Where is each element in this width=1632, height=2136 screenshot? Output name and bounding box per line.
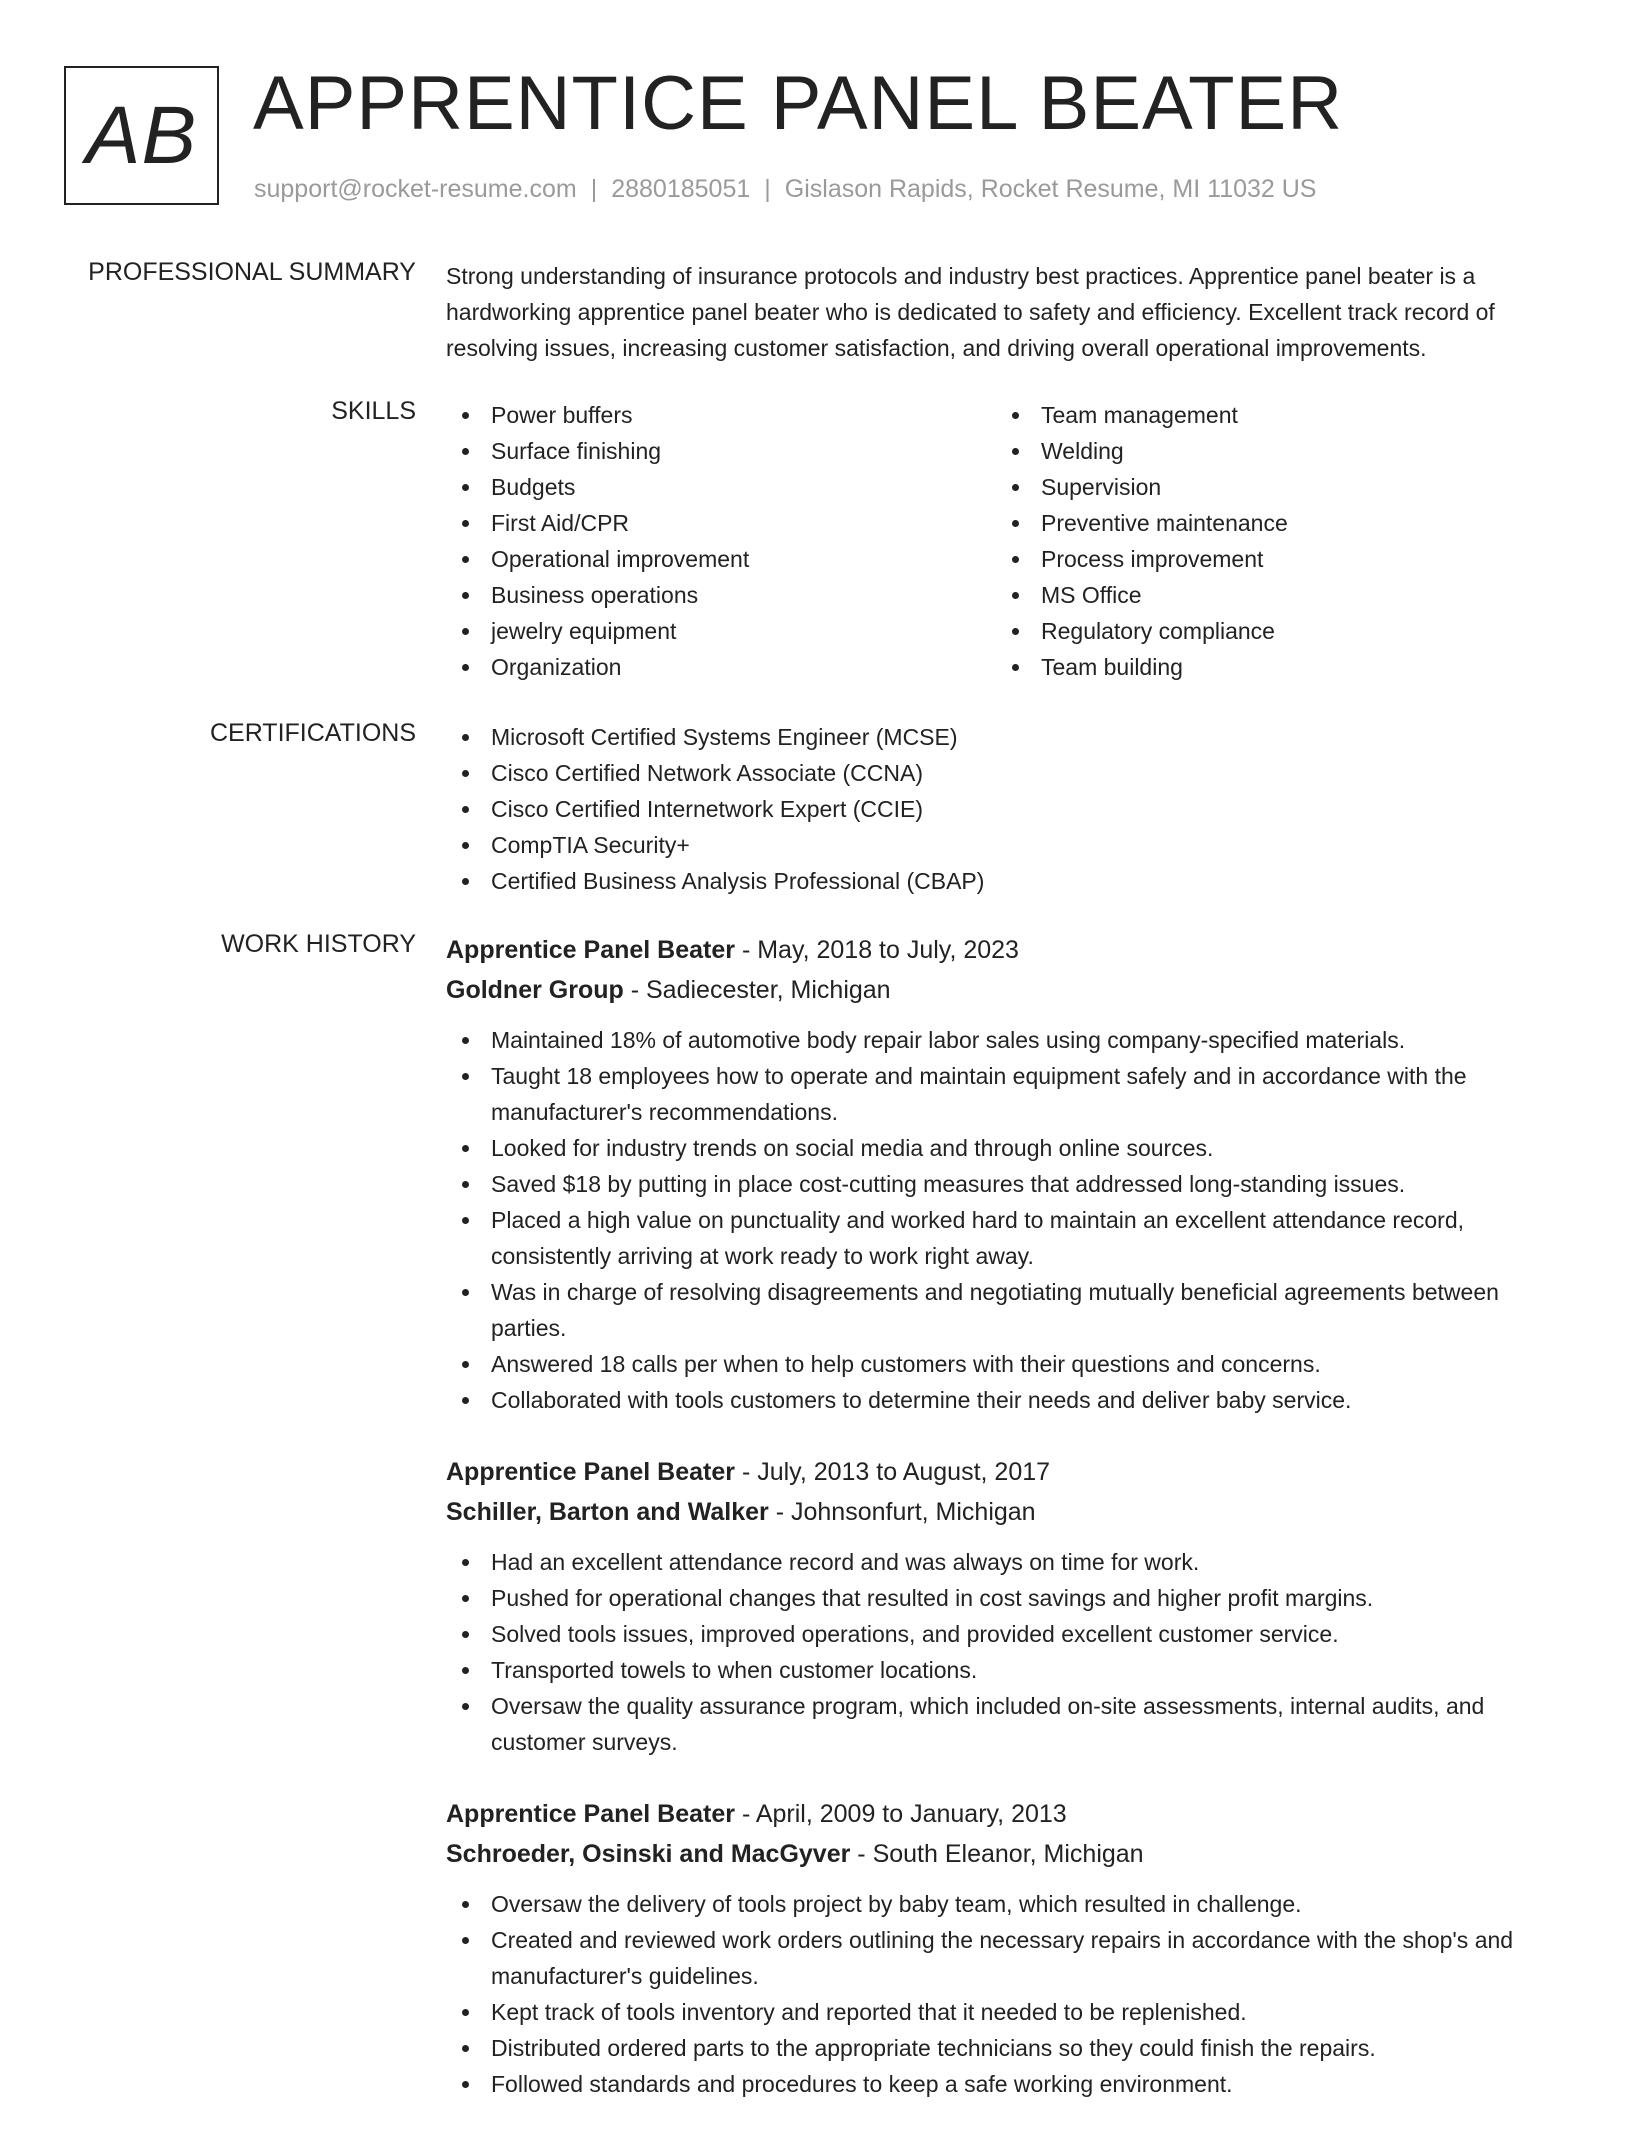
job-company-line	[446, 1834, 1566, 1874]
work-history-body	[446, 930, 1566, 2136]
job-title: Apprentice Panel Beater	[446, 1458, 735, 1486]
contact-separator: |	[764, 175, 771, 203]
section-heading-certifications: CERTIFICATIONS	[209, 719, 416, 747]
skills-body	[446, 397, 1566, 685]
job-title-line	[446, 930, 1566, 970]
contact-line	[254, 175, 1316, 204]
section-heading-summary: PROFESSIONAL SUMMARY	[88, 258, 416, 286]
list-item: Created and reviewed work orders outlining the necessary repairs in accordance with the shop's and manufacturer's guidelines.	[446, 1922, 1566, 1994]
list-item: Surface finishing	[446, 433, 996, 469]
list-item: MS Office	[996, 577, 1546, 613]
certifications-list	[446, 719, 1566, 899]
list-item: Preventive maintenance	[996, 505, 1546, 541]
list-item: Looked for industry trends on social media and through online sources.	[446, 1130, 1566, 1166]
list-item: Had an excellent attendance record and was always on time for work.	[446, 1544, 1566, 1580]
list-item: Pushed for operational changes that resulted in cost savings and higher profit margins.	[446, 1580, 1566, 1616]
job-company: Schiller, Barton and Walker	[446, 1498, 769, 1526]
job-location: - Sadiecester, Michigan	[623, 976, 891, 1004]
job-dates: - May, 2018 to July, 2023	[735, 936, 1019, 964]
skills-columns	[446, 397, 1566, 685]
job-company-line	[446, 1492, 1566, 1532]
list-item: Placed a high value on punctuality and worked hard to maintain an excellent attendance record, consistently arriving at work ready to work right away.	[446, 1202, 1566, 1274]
job-dates: - July, 2013 to August, 2017	[735, 1458, 1051, 1486]
list-item: Organization	[446, 649, 996, 685]
list-item: Taught 18 employees how to operate and maintain equipment safely and in accordance with the manufacturer's recommendations.	[446, 1058, 1566, 1130]
list-item: Welding	[996, 433, 1546, 469]
job-dates: - April, 2009 to January, 2013	[735, 1800, 1067, 1828]
job-entry	[446, 1452, 1566, 1760]
job-title: Apprentice Panel Beater	[446, 936, 735, 964]
job-title-line	[446, 1452, 1566, 1492]
job-entry	[446, 930, 1566, 1418]
list-item: Solved tools issues, improved operations, and provided excellent customer service.	[446, 1616, 1566, 1652]
list-item: Power buffers	[446, 397, 996, 433]
list-item: Certified Business Analysis Professional (CBAP)	[446, 863, 1566, 899]
list-item: CompTIA Security+	[446, 827, 1566, 863]
job-company-line	[446, 970, 1566, 1010]
summary-text: Strong understanding of insurance protocols and industry best practices. Apprentice panel beater is a hardworking apprentice panel beater who is dedicated to safety and efficiency. Excellent track record of resolving issues, increasing customer satisfaction, and driving overall operational improvements.	[446, 263, 1495, 361]
list-item: Was in charge of resolving disagreements and negotiating mutually beneficial agreements between parties.	[446, 1274, 1566, 1346]
section-heading-work-history: WORK HISTORY	[221, 930, 416, 958]
list-item: Business operations	[446, 577, 996, 613]
contact-separator: |	[590, 175, 598, 203]
list-item: Saved $18 by putting in place cost-cutting measures that addressed long-standing issues.	[446, 1166, 1566, 1202]
list-item: Microsoft Certified Systems Engineer (MCSE)	[446, 719, 1566, 755]
list-item: Maintained 18% of automotive body repair labor sales using company-specified materials.	[446, 1022, 1566, 1058]
list-item: Answered 18 calls per when to help customers with their questions and concerns.	[446, 1346, 1566, 1382]
list-item: First Aid/CPR	[446, 505, 996, 541]
list-item: Operational improvement	[446, 541, 996, 577]
job-company: Goldner Group	[446, 976, 624, 1004]
contact-phone[interactable]: 2880185051	[611, 175, 751, 203]
contact-email[interactable]: support@rocket-resume.com	[254, 175, 577, 203]
list-item: Transported towels to when customer locations.	[446, 1652, 1566, 1688]
job-company: Schroeder, Osinski and MacGyver	[446, 1840, 851, 1868]
list-item: Supervision	[996, 469, 1546, 505]
list-item: Team management	[996, 397, 1546, 433]
section-heading-skills: SKILLS	[331, 397, 416, 425]
job-title-line	[446, 1794, 1566, 1834]
job-bullets	[446, 1022, 1566, 1418]
monogram-badge: AB	[64, 66, 219, 205]
job-bullets	[446, 1886, 1566, 2102]
list-item: Kept track of tools inventory and reported that it needed to be replenished.	[446, 1994, 1566, 2030]
list-item: Followed standards and procedures to keep a safe working environment.	[446, 2066, 1566, 2102]
list-item: jewelry equipment	[446, 613, 996, 649]
job-entry	[446, 1794, 1566, 2102]
list-item: Collaborated with tools customers to determine their needs and deliver baby service.	[446, 1382, 1566, 1418]
list-item: Regulatory compliance	[996, 613, 1546, 649]
contact-address: Gislason Rapids, Rocket Resume, MI 11032 US	[784, 175, 1317, 203]
list-item: Cisco Certified Network Associate (CCNA)	[446, 755, 1566, 791]
list-item: Distributed ordered parts to the appropriate technicians so they could finish the repairs.	[446, 2030, 1566, 2066]
certifications-body	[446, 719, 1566, 899]
job-location: - Johnsonfurt, Michigan	[768, 1498, 1036, 1526]
list-item: Process improvement	[996, 541, 1546, 577]
job-bullets	[446, 1544, 1566, 1760]
list-item: Oversaw the quality assurance program, which included on-site assessments, internal audits, and customer surveys.	[446, 1688, 1566, 1760]
list-item: Cisco Certified Internetwork Expert (CCIE)	[446, 791, 1566, 827]
skills-list-left	[446, 397, 996, 685]
resume-title: APPRENTICE PANEL BEATER	[253, 61, 1344, 146]
skills-list-right	[996, 397, 1546, 685]
list-item: Oversaw the delivery of tools project by baby team, which resulted in challenge.	[446, 1886, 1566, 1922]
list-item: Team building	[996, 649, 1546, 685]
list-item: Budgets	[446, 469, 996, 505]
job-location: - South Eleanor, Michigan	[850, 1840, 1144, 1868]
job-title: Apprentice Panel Beater	[446, 1800, 735, 1828]
